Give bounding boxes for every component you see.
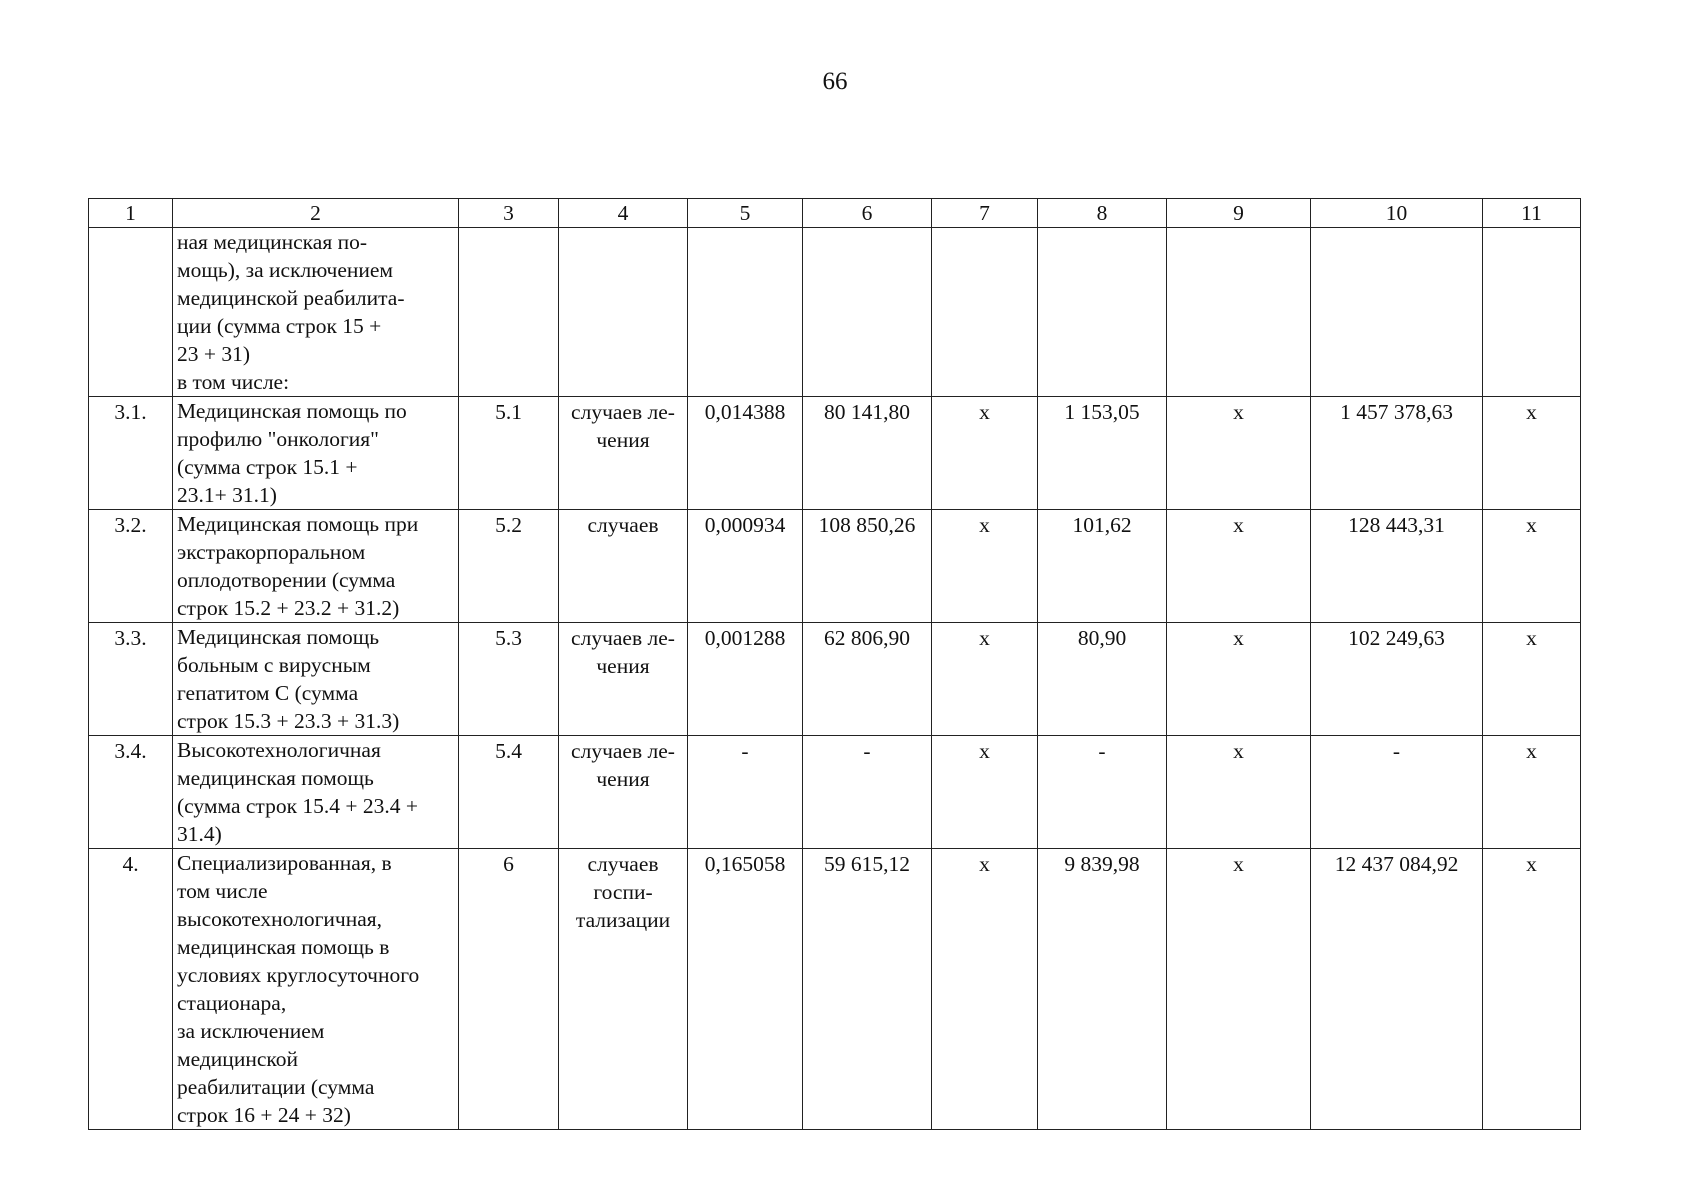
row-name-line: 31.4) (177, 822, 222, 846)
row-col8: 80,90 (1038, 623, 1167, 736)
row-name-line: строк 15.3 + 23.3 + 31.3) (177, 709, 400, 733)
row-name-line: медицинской реабилита- (177, 286, 405, 310)
row-col8: 9 839,98 (1038, 849, 1167, 1130)
row-col10: 102 249,63 (1311, 623, 1483, 736)
table-row-continuation (89, 228, 1581, 397)
row-name-line: за исключением (177, 1019, 325, 1043)
row-col10: - (1311, 736, 1483, 849)
row-name-line: Медицинская помощь по (177, 399, 407, 423)
row-col9: х (1167, 736, 1311, 849)
row-unit-line: чения (596, 654, 650, 678)
row-number: 4. (89, 849, 173, 1130)
row-col11: х (1483, 849, 1581, 1130)
row-cell (1167, 228, 1311, 397)
row-cost: - (803, 736, 932, 849)
row-name-line: профилю "онкология" (177, 427, 379, 451)
row-unit-line: тализации (575, 908, 671, 932)
header-cell-10: 10 (1311, 199, 1483, 228)
row-name (173, 849, 459, 1130)
row-name-line: оплодотворении (сумма (177, 568, 396, 592)
row-name (173, 510, 459, 623)
row-norm: 0,014388 (688, 397, 803, 510)
row-line-number: 5.4 (459, 736, 559, 849)
row-name-line: Медицинская помощь (177, 625, 380, 649)
row-name-line: Высокотехнологичная (177, 738, 381, 762)
row-name-line: строк 16 + 24 + 32) (177, 1103, 351, 1127)
row-name (173, 736, 459, 849)
row-number: 3.2. (89, 510, 173, 623)
row-col9: х (1167, 849, 1311, 1130)
row-cell (559, 228, 688, 397)
header-cell-3: 3 (459, 199, 559, 228)
header-cell-7: 7 (932, 199, 1038, 228)
row-name-line: условиях круглосуточного (177, 963, 420, 987)
row-unit-line: случаев ле- (571, 400, 675, 424)
table-row (89, 736, 1581, 849)
row-name-line: реабилитации (сумма (177, 1075, 375, 1099)
row-name-line: (сумма строк 15.4 + 23.4 + (177, 794, 419, 818)
row-name-line: ции (сумма строк 15 + (177, 314, 382, 338)
row-col8: - (1038, 736, 1167, 849)
row-name-line: мощь), за исключением (177, 258, 394, 282)
row-col7: х (932, 623, 1038, 736)
row-name-line: том числе (177, 879, 268, 903)
row-line-number: 5.3 (459, 623, 559, 736)
row-name-line: экстракорпоральном (177, 540, 366, 564)
row-cell (1311, 228, 1483, 397)
header-row (89, 199, 1581, 228)
row-unit-line: случаев ле- (571, 626, 675, 650)
data-table (88, 198, 1581, 1130)
row-cell (1038, 228, 1167, 397)
row-col11: х (1483, 623, 1581, 736)
row-name-line: больным с вирусным (177, 653, 371, 677)
header-cell-6: 6 (803, 199, 932, 228)
row-col7: х (932, 849, 1038, 1130)
row-col9: х (1167, 510, 1311, 623)
row-cost: 62 806,90 (803, 623, 932, 736)
table-row (89, 623, 1581, 736)
row-name-line: медицинская помощь (177, 766, 374, 790)
row-name (173, 397, 459, 510)
row-unit (559, 849, 688, 1130)
row-unit (559, 623, 688, 736)
row-unit (559, 397, 688, 510)
row-number: 3.3. (89, 623, 173, 736)
row-col9: х (1167, 623, 1311, 736)
row-name-line: 23 + 31) (177, 342, 251, 366)
row-unit-line: случаев (587, 513, 659, 537)
row-name-line: в том числе: (177, 370, 290, 394)
header-cell-2: 2 (173, 199, 459, 228)
table-row (89, 397, 1581, 510)
row-col7: х (932, 397, 1038, 510)
row-norm: 0,001288 (688, 623, 803, 736)
row-name-line: медицинской (177, 1047, 298, 1071)
row-line-number: 6 (459, 849, 559, 1130)
header-cell-5: 5 (688, 199, 803, 228)
row-unit-line: случаев (587, 852, 659, 876)
table-row (89, 510, 1581, 623)
row-col10: 1 457 378,63 (1311, 397, 1483, 510)
row-name-line: ная медицинская по- (177, 230, 368, 254)
row-col11: х (1483, 510, 1581, 623)
header-cell-1: 1 (89, 199, 173, 228)
row-norm: 0,165058 (688, 849, 803, 1130)
row-unit (559, 736, 688, 849)
row-col10: 128 443,31 (1311, 510, 1483, 623)
row-name-line: гепатитом С (сумма (177, 681, 359, 705)
row-unit-line: случаев ле- (571, 739, 675, 763)
row-col8: 1 153,05 (1038, 397, 1167, 510)
header-cell-4: 4 (559, 199, 688, 228)
page-number: 66 (822, 68, 848, 95)
row-norm: 0,000934 (688, 510, 803, 623)
row-cost: 108 850,26 (803, 510, 932, 623)
row-number: 3.4. (89, 736, 173, 849)
header-cell-8: 8 (1038, 199, 1167, 228)
row-line-number: 5.1 (459, 397, 559, 510)
row-col9: х (1167, 397, 1311, 510)
row-cost: 59 615,12 (803, 849, 932, 1130)
row-col8: 101,62 (1038, 510, 1167, 623)
row-number (89, 228, 173, 397)
row-cell (803, 228, 932, 397)
row-name-line: строк 15.2 + 23.2 + 31.2) (177, 596, 400, 620)
row-name-line: (сумма строк 15.1 + (177, 455, 358, 479)
table-row (89, 849, 1581, 1130)
row-unit-line: чения (596, 767, 650, 791)
row-name-line: медицинская помощь в (177, 935, 390, 959)
row-cell (1483, 228, 1581, 397)
row-norm: - (688, 736, 803, 849)
row-name-line: высокотехнологичная, (177, 907, 383, 931)
row-name (173, 623, 459, 736)
header-cell-11: 11 (1483, 199, 1581, 228)
row-unit (559, 510, 688, 623)
row-unit-line: госпи- (593, 880, 653, 904)
row-col11: х (1483, 736, 1581, 849)
row-name (173, 228, 459, 397)
row-cell (688, 228, 803, 397)
row-line-number: 5.2 (459, 510, 559, 623)
row-col7: х (932, 736, 1038, 849)
row-name-line: стационара, (177, 991, 287, 1015)
row-col11: х (1483, 397, 1581, 510)
header-cell-9: 9 (1167, 199, 1311, 228)
row-cell (459, 228, 559, 397)
row-number: 3.1. (89, 397, 173, 510)
row-col7: х (932, 510, 1038, 623)
row-name-line: 23.1+ 31.1) (177, 483, 277, 507)
row-cost: 80 141,80 (803, 397, 932, 510)
row-name-line: Медицинская помощь при (177, 512, 419, 536)
row-cell (932, 228, 1038, 397)
row-col10: 12 437 084,92 (1311, 849, 1483, 1130)
row-unit-line: чения (596, 428, 650, 452)
row-name-line: Специализированная, в (177, 851, 392, 875)
